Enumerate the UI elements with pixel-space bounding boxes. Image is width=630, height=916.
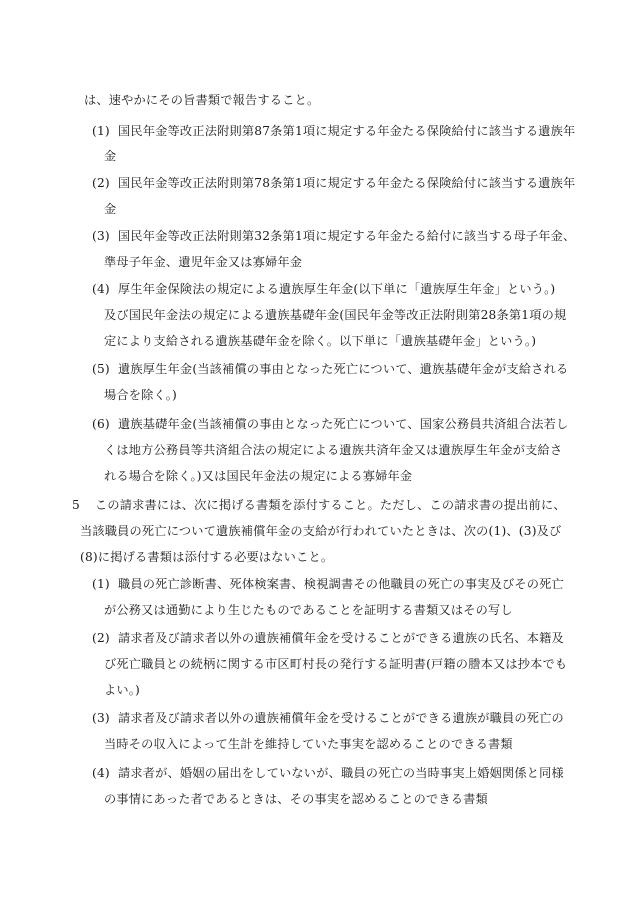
section-5-number: 5	[72, 498, 80, 512]
list-a-item-3-number: (3)	[92, 229, 110, 243]
section-5-line-1: この請求書には、次に掲げる書類を添付すること。ただし、この請求書の提出前に、	[95, 498, 566, 512]
list-a-item-1-line-2: 金	[104, 149, 117, 163]
list-a-item-2-number: (2)	[92, 176, 110, 190]
list-a-item-6-line-1: 遺族基礎年金(当該補償の事由となった死亡について、国家公務員共済組合法若し	[118, 417, 569, 431]
list-a-item-2-line-1: 国民年金等改正法附則第78条第1項に規定する年金たる保険給付に該当する遺族年	[118, 176, 576, 190]
list-b-item-1-line-2: が公務又は通勤により生じたものであることを証明する書類又はその写し	[104, 603, 513, 617]
list-a-item-2-line-2: 金	[104, 202, 117, 216]
list-a-item-4-line-2: 及び国民年金法の規定による遺族基礎年金(国民年金等改正法附則第28条第1項の規	[104, 308, 567, 322]
list-b-item-2-number: (2)	[92, 631, 110, 645]
intro-text: は、速やかにその旨書類で報告すること。	[84, 93, 320, 107]
list-b-item-3-line-2: 当時その収入によって生計を維持していた事実を認めることのできる書類	[104, 737, 513, 751]
list-b-item-2-line-2: び死亡職員との続柄に関する市区町村長の発行する証明書(戸籍の謄本又は抄本でも	[104, 657, 568, 671]
list-a-item-6-number: (6)	[92, 417, 110, 431]
section-5-line-2: 当該職員の死亡について遺族補償年金の支給が行われていたときは、次の(1)、(3)及び	[80, 524, 562, 538]
list-b-item-1-line-1: 職員の死亡診断書、死体検案書、検視調書その他職員の死亡の事実及びその死亡	[118, 577, 564, 591]
list-b-item-2-line-1: 請求者及び請求者以外の遺族補償年金を受けることができる遺族の氏名、本籍及	[118, 631, 564, 645]
list-a-item-3-line-2: 準母子年金、遺児年金又は寡婦年金	[104, 255, 303, 269]
list-a-item-3-line-1: 国民年金等改正法附則第32条第1項に規定する年金たる給付に該当する母子年金、	[118, 229, 576, 243]
list-a-item-4-line-3: 定により支給される遺族基礎年金を除く。以下単に「遺族基礎年金」という。)	[104, 334, 537, 348]
list-b-item-4-number: (4)	[92, 766, 110, 780]
list-a-item-5-line-1: 遺族厚生年金(当該補償の事由となった死亡について、遺族基礎年金が支給される	[118, 362, 569, 376]
list-a-item-6-line-2: くは地方公務員等共済組合法の規定による遺族共済年金又は遺族厚生年金が支給さ	[104, 443, 563, 457]
list-b-item-4-line-1: 請求者が、婚姻の届出をしていないが、職員の死亡の当時事実上婚姻関係と同様	[118, 766, 564, 780]
list-a-item-4-line-1: 厚生年金保険法の規定による遺族厚生年金(以下単に「遺族厚生年金」という。)	[118, 282, 556, 296]
list-a-item-1-number: (1)	[92, 124, 110, 138]
list-b-item-1-number: (1)	[92, 577, 110, 591]
list-a-item-5-number: (5)	[92, 362, 110, 376]
list-b-item-4-line-2: の事情にあった者であるときは、その事実を認めることのできる書類	[104, 792, 488, 806]
list-a-item-1-line-1: 国民年金等改正法附則第87条第1項に規定する年金たる保険給付に該当する遺族年	[118, 124, 576, 138]
list-b-item-3-line-1: 請求者及び請求者以外の遺族補償年金を受けることができる遺族が職員の死亡の	[118, 711, 564, 725]
section-5-line-3: (8)に掲げる書類は添付する必要はないこと。	[80, 550, 334, 564]
list-b-item-3-number: (3)	[92, 711, 110, 725]
list-a-item-4-number: (4)	[92, 282, 110, 296]
list-a-item-5-line-2: 場合を除く。)	[104, 388, 177, 402]
list-a-item-6-line-3: れる場合を除く。)又は国民年金法の規定による寡婦年金	[104, 469, 413, 483]
list-b-item-2-line-3: よい。)	[104, 683, 141, 697]
